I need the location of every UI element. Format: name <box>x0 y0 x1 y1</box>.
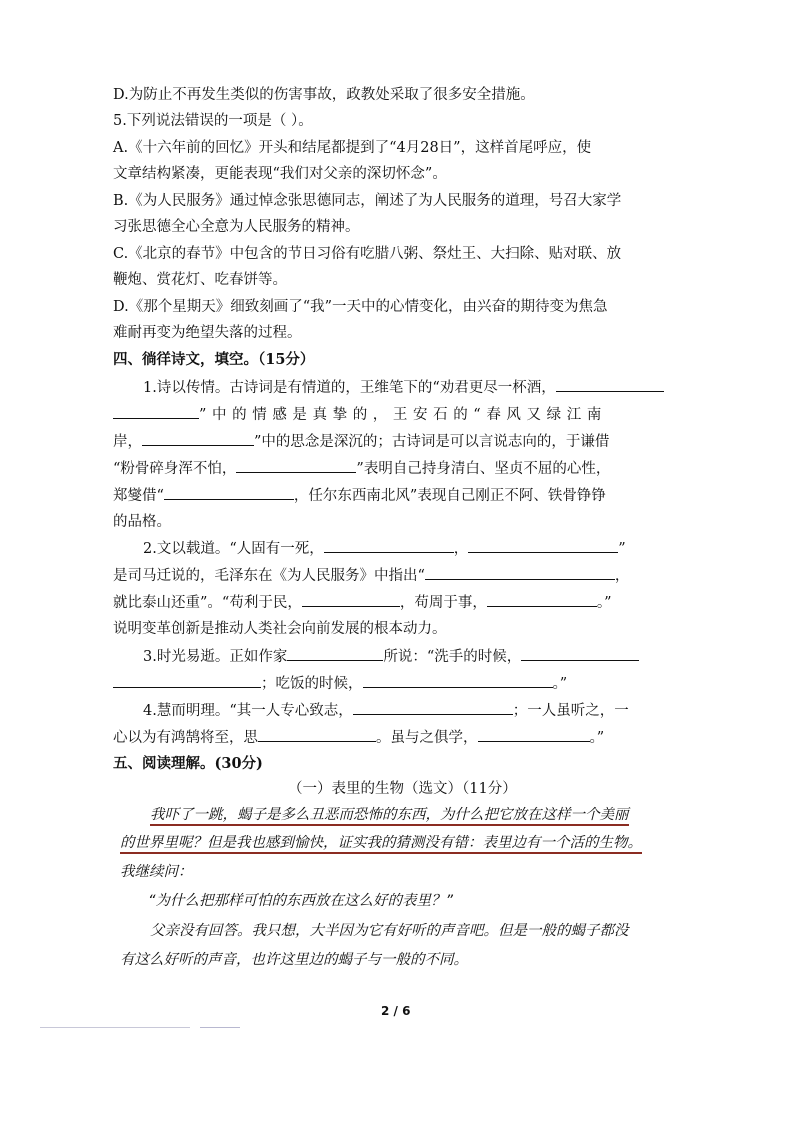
page-number: 2 / 6 <box>381 1004 411 1018</box>
answer-blank[interactable] <box>113 404 199 419</box>
s4-q1-line4: “粉骨碎身浑不怕， ”表明自己持身清白、坚贞不屈的心性， <box>113 458 610 479</box>
s4-q1-line6: 的品格。 <box>113 514 171 530</box>
s4-q2-line3: 就比泰山还重”。“苟利于民， ，苟周于事， 。” <box>113 592 612 613</box>
q5-option-a-line1: A.《十六年前的回忆》开头和结尾都提到了“4月28日”，这样首尾呼应，使 <box>113 140 592 156</box>
answer-blank[interactable] <box>487 592 597 607</box>
s4-q3-line1: 3.时光易逝。正如作家 所说：“洗手的时候， <box>143 646 639 667</box>
scan-edge-line <box>40 1027 190 1028</box>
scan-edge-line <box>200 1027 240 1028</box>
s4-q2-line2: 是司马迁说的，毛泽东在《为人民服务》中指出“ ， <box>113 565 629 586</box>
answer-blank[interactable] <box>425 565 615 580</box>
answer-blank[interactable] <box>258 727 376 742</box>
passage-title: （一）表里的生物（选文）（11分） <box>288 781 517 797</box>
answer-blank[interactable] <box>164 485 294 500</box>
answer-blank[interactable] <box>353 700 513 715</box>
s4-q1-line3: 岸， ”中的思念是深沉的；古诗词是可以言说志向的，于谦借 <box>113 431 609 452</box>
answer-blank[interactable] <box>521 646 639 661</box>
q5-option-b-line1: B.《为人民服务》通过悼念张思德同志，阐述了为人民服务的道理，号召大家学 <box>113 193 622 209</box>
answer-blank[interactable] <box>287 646 383 661</box>
s4-q1-line5: 郑燮借“ ，任尔东西南北风”表现自己刚正不阿、铁骨铮铮 <box>113 485 606 506</box>
passage-p1-line1: 我吓了一跳，蝎子是多么丑恶而恐怖的东西，为什么把它放在这样一个美丽 <box>150 805 629 825</box>
answer-blank[interactable] <box>236 458 356 473</box>
passage-p1-line3: 我继续问： <box>120 864 193 880</box>
answer-blank[interactable] <box>142 431 254 446</box>
q5-option-c-line1: C.《北京的春节》中包含的节日习俗有吃腊八粥、祭灶王、大扫除、贴对联、放 <box>113 246 622 262</box>
q4-option-d: D.为防止不再发生类似的伤害事故，政教处采取了很多安全措施。 <box>113 87 535 103</box>
section5-title: 五、阅读理解。(30分) <box>113 755 263 772</box>
q5-option-a-line2: 文章结构紧凑，更能表现“我们对父亲的深切怀念”。 <box>113 166 447 182</box>
answer-blank[interactable] <box>302 592 400 607</box>
s4-q1-line1: 1.诗以传情。古诗词是有情道的，王维笔下的“劝君更尽一杯酒， <box>143 377 664 398</box>
s4-q1-line2: ”中的情感是真挚的，王安石的“春风又绿江南 <box>113 404 607 425</box>
passage-p3-line2: 有这么好听的声音，也许这里边的蝎子与一般的不同。 <box>120 952 468 968</box>
answer-blank[interactable] <box>468 538 618 553</box>
passage-p3-line1: 父亲没有回答。我只想，大半因为它有好听的声音吧。但是一般的蝎子都没 <box>150 923 629 939</box>
s4-q4-line1: 4.慧而明理。“其一人专心致志， ；一人虽听之，一 <box>143 700 629 721</box>
passage-p2: “为什么把那样可怕的东西放在这么好的表里？” <box>148 893 454 909</box>
passage-p1-line2: 的世界里呢？但是我也感到愉快，证实我的猜测没有错：表里边有一个活的生物。 <box>120 833 642 853</box>
section4-title: 四、徜徉诗文，填空。（15分） <box>113 351 315 368</box>
s4-q3-line2: ；吃饭的时候， 。” <box>113 673 567 694</box>
q5-option-d-line2: 难耐再变为绝望失落的过程。 <box>113 325 302 341</box>
answer-blank[interactable] <box>113 673 261 688</box>
s4-q2-line1: 2.文以载道。“人固有一死， ， ” <box>143 538 626 559</box>
answer-blank[interactable] <box>478 727 590 742</box>
q5-option-c-line2: 鞭炮、赏花灯、吃春饼等。 <box>113 272 287 288</box>
s4-q4-line2: 心以为有鸿鹄将至，思 。虽与之俱学， 。” <box>113 727 604 748</box>
answer-blank[interactable] <box>363 673 553 688</box>
answer-blank[interactable] <box>556 377 664 392</box>
answer-blank[interactable] <box>324 538 454 553</box>
s4-q2-line4: 说明变革创新是推动人类社会向前发展的根本动力。 <box>113 621 447 637</box>
q5-stem: 5.下列说法错误的一项是（ ）。 <box>113 113 313 129</box>
q5-option-b-line2: 习张思德全心全意为人民服务的精神。 <box>113 219 360 235</box>
q5-option-d-line1: D.《那个星期天》细致刻画了“我”一天中的心情变化，由兴奋的期待变为焦急 <box>113 299 608 315</box>
